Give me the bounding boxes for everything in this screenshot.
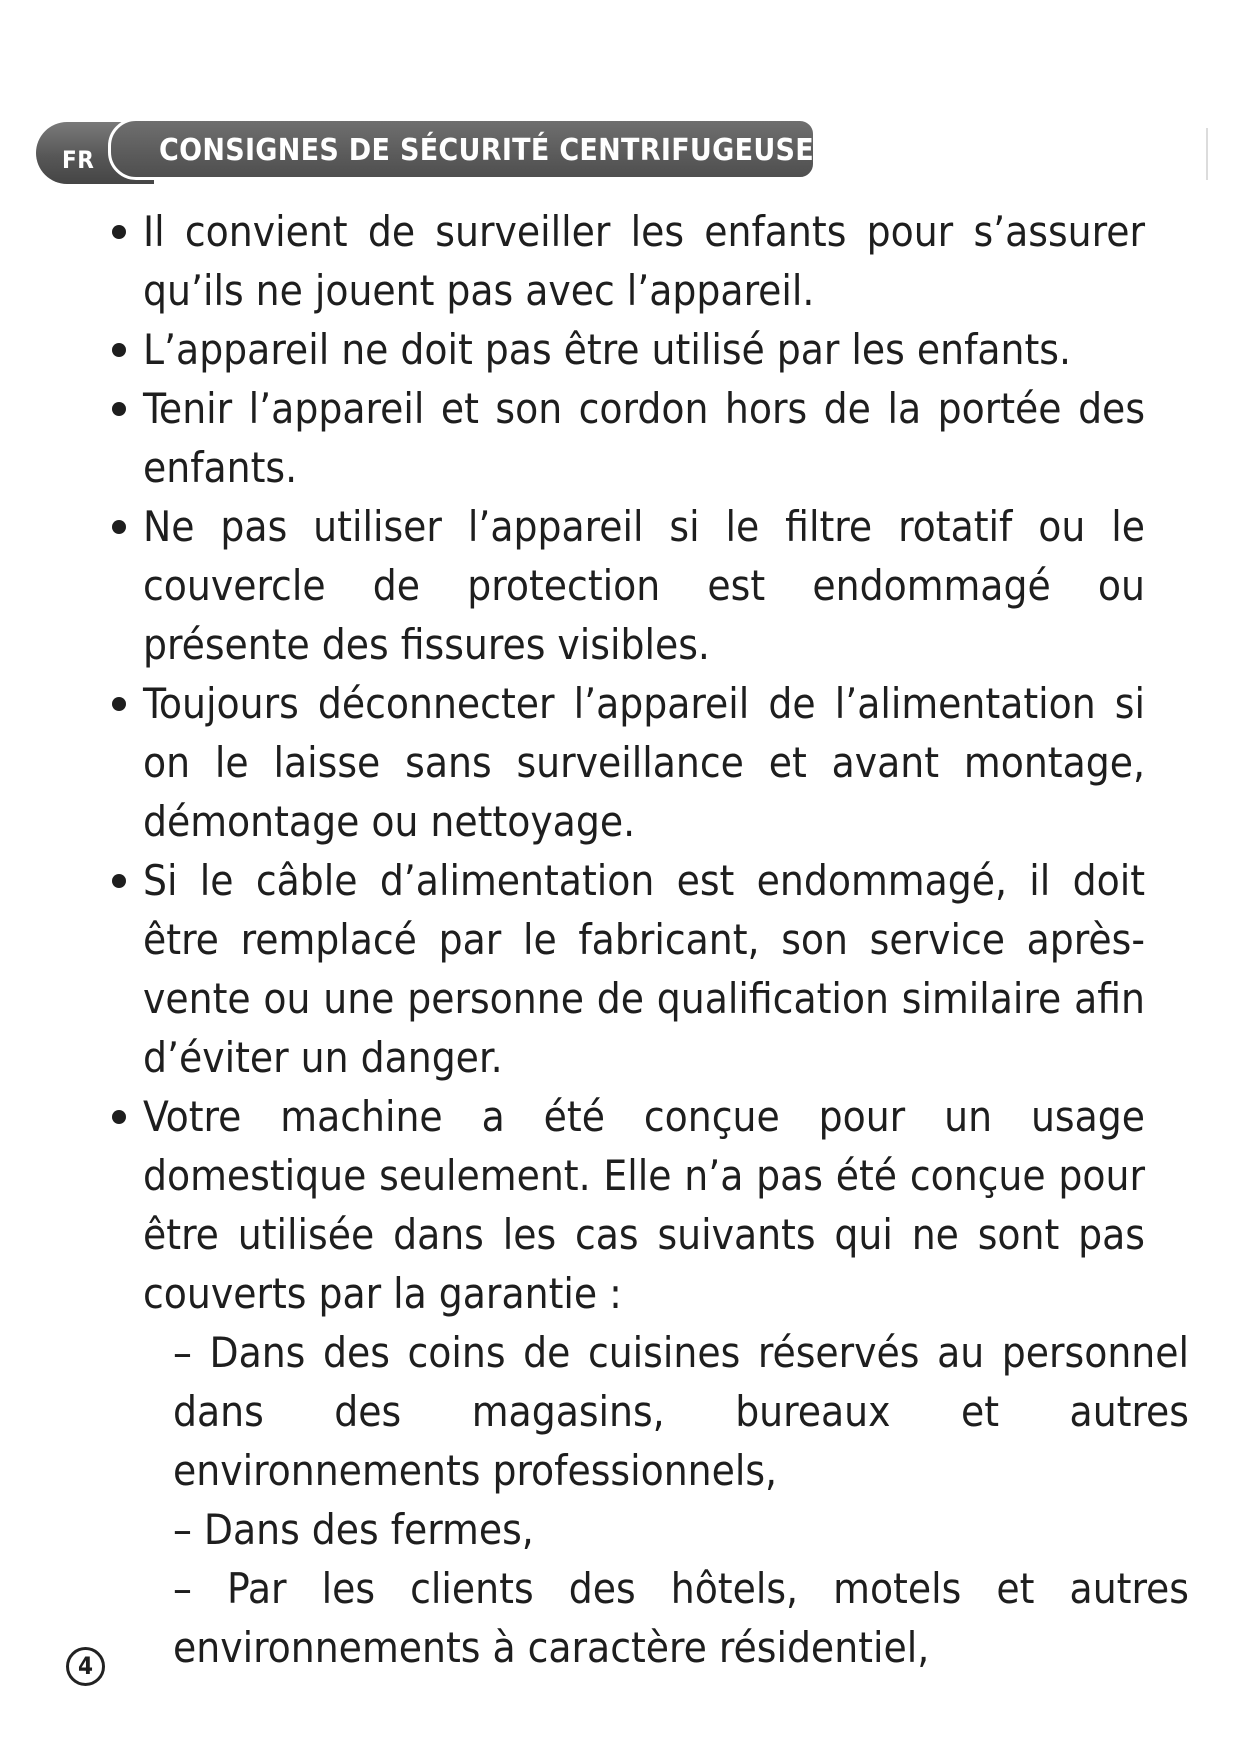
bullet-item <box>0 497 1241 674</box>
sub-item <box>0 1323 1241 1500</box>
bullet-icon <box>112 520 126 534</box>
bullet-icon <box>112 225 126 239</box>
bullet-text: L’appareil ne doit pas être utilisé par les enfants. <box>143 325 1071 374</box>
section-header <box>36 118 815 186</box>
sub-item-text: – Par les clients des hôtels, motels et autres environnements à caractère résidentiel, <box>173 1564 1189 1672</box>
bullet-icon <box>112 1110 126 1124</box>
safety-instructions <box>0 202 1241 1677</box>
bullet-text: Ne pas utiliser l’appareil si le filtre rotatif ou le couvercle de protection est endommagé ou présente des fissures visibles. <box>143 502 1145 669</box>
bullet-text: Tenir l’appareil et son cordon hors de la portée des enfants. <box>143 384 1145 492</box>
bullet-text: Toujours déconnecter l’appareil de l’alimentation si on le laisse sans surveillance et avant montage, démontage ou nettoyage. <box>143 679 1145 846</box>
bullet-item <box>0 320 1241 379</box>
title-bar <box>108 118 816 180</box>
sub-item-text: – Dans des coins de cuisines réservés au personnel dans des magasins, bureaux et autres environnements professionnels, <box>173 1328 1189 1495</box>
bullet-text: Il convient de surveiller les enfants pour s’assurer qu’ils ne jouent pas avec l’appareil. <box>143 207 1145 315</box>
bullet-icon <box>112 343 126 357</box>
bullet-icon <box>112 402 126 416</box>
bullet-item <box>0 674 1241 851</box>
bullet-icon <box>112 874 126 888</box>
bullet-text: Si le câble d’alimentation est endommagé, il doit être remplacé par le fabricant, son service après-vente ou une personne de qualification similaire afin d’éviter un danger. <box>143 856 1145 1082</box>
bullet-item <box>0 851 1241 1087</box>
sub-item <box>0 1559 1241 1677</box>
sub-item <box>0 1500 1241 1559</box>
bullet-item <box>0 1087 1241 1323</box>
sub-item-text: – Dans des fermes, <box>173 1505 534 1554</box>
margin-rule <box>1206 128 1208 180</box>
bullet-text: Votre machine a été conçue pour un usage domestique seulement. Elle n’a pas été conçue pour être utilisée dans les cas suivants qui ne sont pas couverts par la garantie : <box>143 1092 1145 1318</box>
section-title: CONSIGNES DE SÉCURITÉ CENTRIFUGEUSE <box>159 133 815 168</box>
bullet-icon <box>112 697 126 711</box>
page-number: 4 <box>66 1647 105 1686</box>
bullet-item <box>0 379 1241 497</box>
language-code: FR <box>62 146 95 174</box>
bullet-item <box>0 202 1241 320</box>
